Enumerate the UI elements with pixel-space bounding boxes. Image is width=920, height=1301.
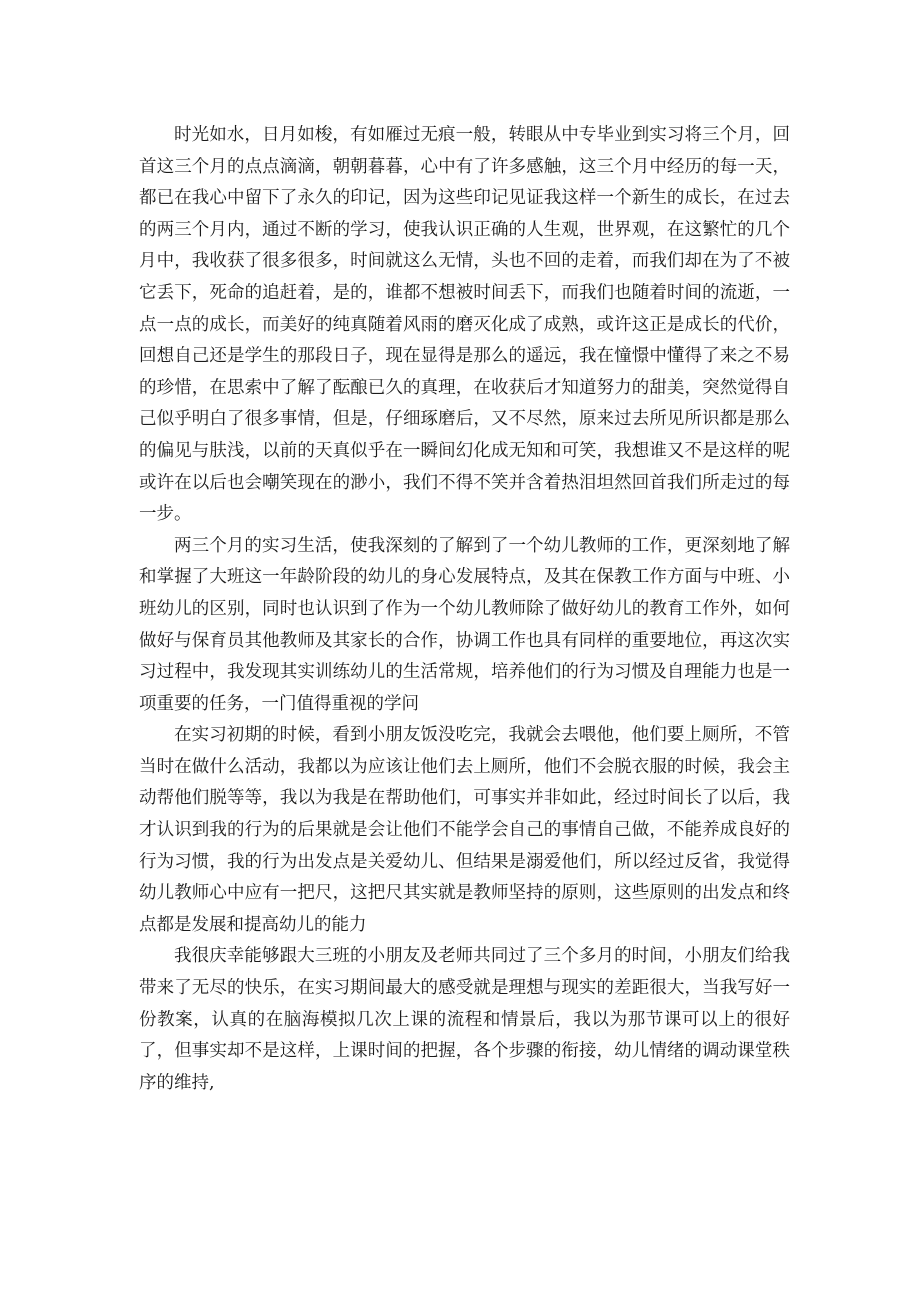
paragraph-1: 时光如水，日月如梭，有如雁过无痕一般，转眼从中专毕业到实习将三个月，回首这三个月的点点滴滴，朝朝暮暮，心中有了许多感触，这三个月中经历的每一天，都已在我心中留下了永久的印记，因为这些印记见证我这样一个新生的成长，在过去的两三个月内，通过不断的学习，使我认识正确的人生观，世界观，在这繁忙的几个月中，我收获了很多很多，时间就这么无情，头也不回的走着，而我们却在为了不被它丢下，死命的追赶着，是的，谁都不想被时间丢下，而我们也随着时间的流逝，一点一点的成长，而美好的纯真随着风雨的磨灭化成了成熟，或许这正是成长的代价，回想自己还是学生的那段日子，现在显得是那么的遥远，我在憧憬中懂得了来之不易的珍惜，在思索中了解了酝酿已久的真理，在收获后才知道努力的甜美，突然觉得自己似乎明白了很多事情，但是，仔细琢磨后，又不尽然，原来过去所见所识都是那么的偏见与肤浅，以前的天真似乎在一瞬间幻化成无知和可笑，我想谁又不是这样的呢或许在以后也会嘲笑现在的渺小，我们不得不笑并含着热泪坦然回首我们所走过的每一步。	[139, 125, 790, 525]
paragraph-2: 两三个月的实习生活，使我深刻的了解到了一个幼儿教师的工作，更深刻地了解和掌握了大班这一年龄阶段的幼儿的身心发展特点，及其在保教工作方面与中班、小班幼儿的区别，同时也认识到了作为一个幼儿教师除了做好幼儿的教育工作外，如何做好与保育员其他教师及其家长的合作，协调工作也具有同样的重要地位，再这次实习过程中，我发现其实训练幼儿的生活常规，培养他们的行为习惯及自理能力也是一项重要的任务，一门值得重视的学问	[139, 535, 790, 714]
paragraph-4: 我很庆幸能够跟大三班的小朋友及老师共同过了三个多月的时间，小朋友们给我带来了无尽的快乐，在实习期间最大的感受就是理想与现实的差距很大，当我写好一份教案，认真的在脑海模拟几次上课的流程和情景后，我以为那节课可以上的很好了，但事实却不是这样，上课时间的把握，各个步骤的衔接，幼儿情绪的调动课堂秩序的维持,	[139, 946, 790, 1093]
document-body	[139, 120, 790, 1099]
paragraph-3: 在实习初期的时候，看到小朋友饭没吃完，我就会去喂他，他们要上厕所，不管当时在做什么活动，我都以为应该让他们去上厕所，他们不会脱衣服的时候，我会主动帮他们脱等等，我以为我是在帮助他们，可事实并非如此，经过时间长了以后，我才认识到我的行为的后果就是会让他们不能学会自己的事情自己做，不能养成良好的行为习惯，我的行为出发点是关爱幼儿、但结果是溺爱他们，所以经过反省，我觉得幼儿教师心中应有一把尺，这把尺其实就是教师坚持的原则，这些原则的出发点和终点都是发展和提高幼儿的能力	[139, 725, 790, 935]
